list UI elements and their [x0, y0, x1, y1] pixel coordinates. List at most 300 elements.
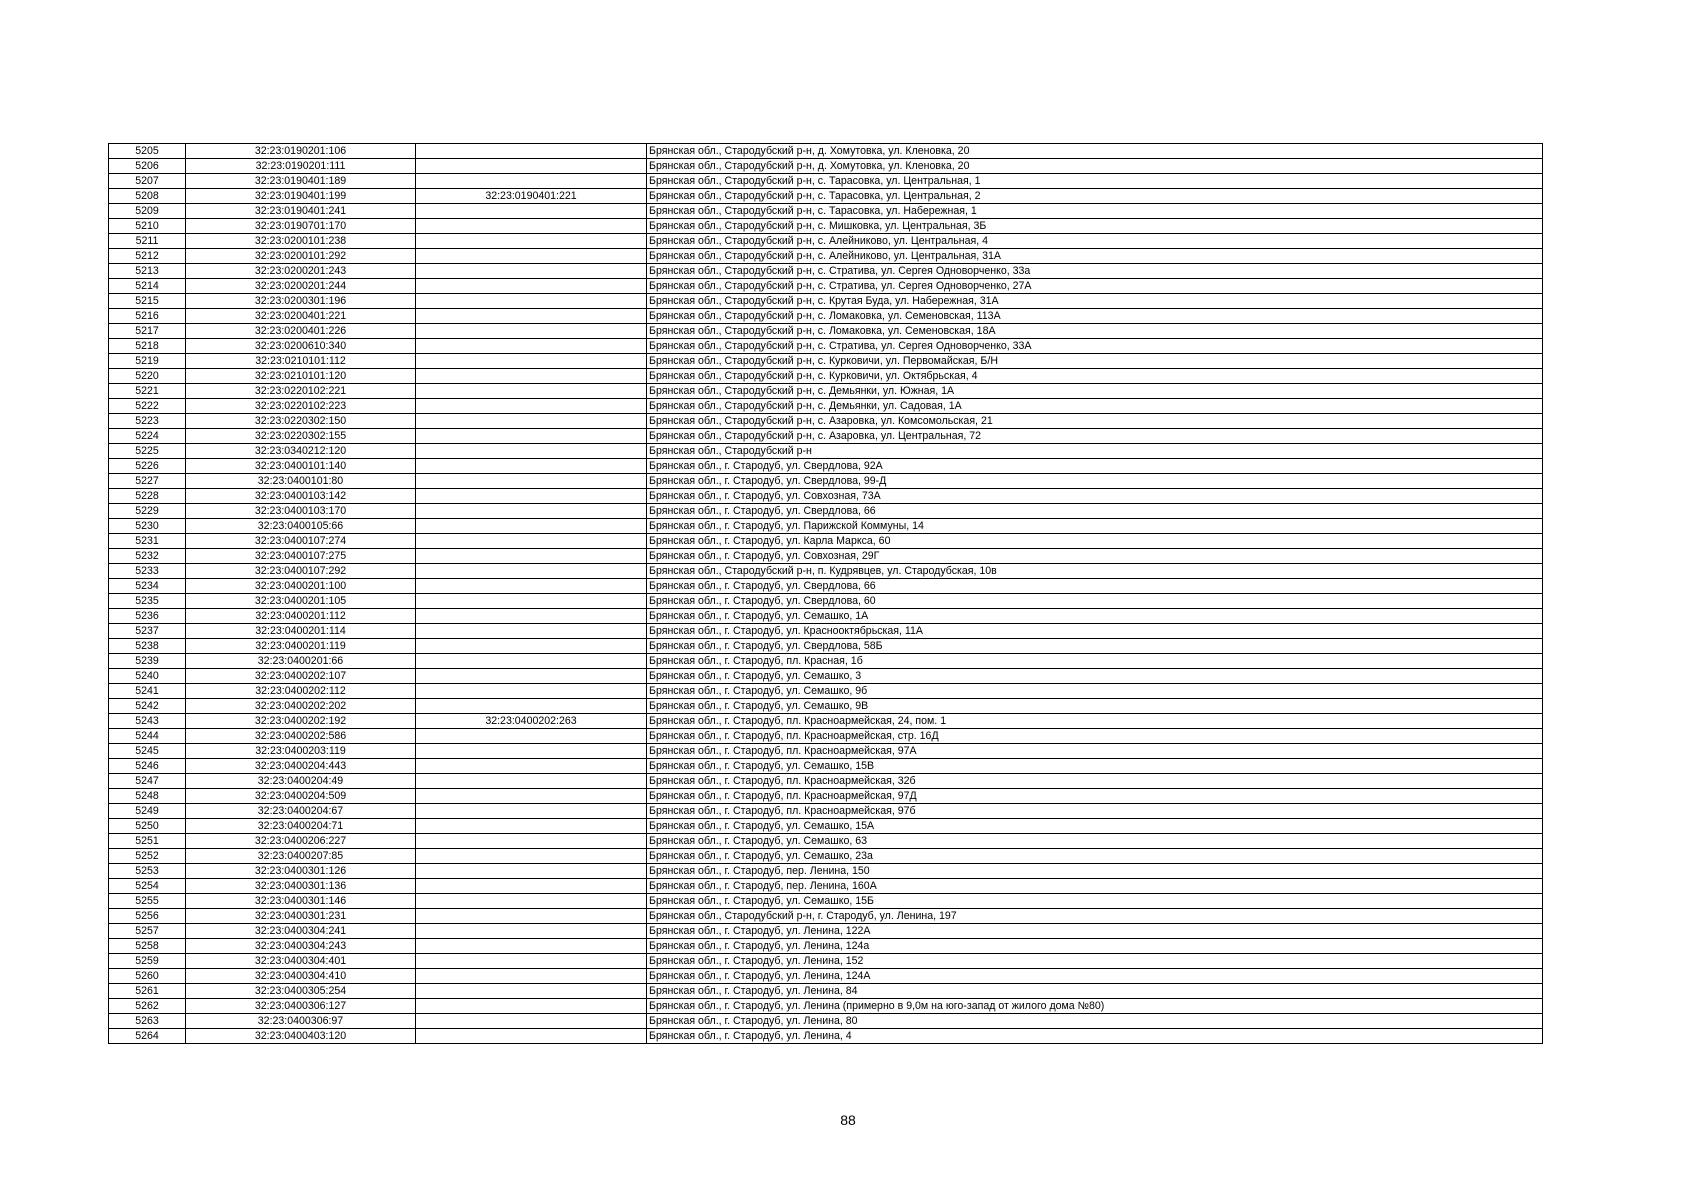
row-number-cell: 5246 [109, 759, 186, 774]
cadastral-number-cell: 32:23:0400304:410 [186, 969, 416, 984]
row-number-cell: 5264 [109, 1029, 186, 1044]
address-cell: Брянская обл., г. Стародуб, пл. Красная, 1б [647, 654, 1543, 669]
address-cell: Брянская обл., Стародубский р-н, с. Стратива, ул. Сергея Одноворченко, 33а [647, 264, 1543, 279]
address-cell: Брянская обл., Стародубский р-н, с. Алейниково, ул. Центральная, 4 [647, 234, 1543, 249]
address-cell: Брянская обл., г. Стародуб, ул. Семашко, 15А [647, 819, 1543, 834]
related-cadastral-number-cell [416, 579, 647, 594]
row-number-cell: 5247 [109, 774, 186, 789]
row-number-cell: 5214 [109, 279, 186, 294]
address-cell: Брянская обл., г. Стародуб, пл. Красноармейская, 32б [647, 774, 1543, 789]
table-row [109, 204, 1543, 219]
row-number-cell: 5236 [109, 609, 186, 624]
address-cell: Брянская обл., г. Стародуб, ул. Краснооктябрьская, 11А [647, 624, 1543, 639]
cadastral-number-cell: 32:23:0400202:586 [186, 729, 416, 744]
related-cadastral-number-cell [416, 309, 647, 324]
row-number-cell: 5224 [109, 429, 186, 444]
table-row [109, 624, 1543, 639]
table-row [109, 234, 1543, 249]
cadastral-number-cell: 32:23:0210101:120 [186, 369, 416, 384]
address-cell: Брянская обл., г. Стародуб, ул. Ленина, 124А [647, 969, 1543, 984]
related-cadastral-number-cell: 32:23:0190401:221 [416, 189, 647, 204]
cadastral-number-cell: 32:23:0400306:127 [186, 999, 416, 1014]
address-cell: Брянская обл., Стародубский р-н, с. Демьянки, ул. Южная, 1А [647, 384, 1543, 399]
address-cell: Брянская обл., г. Стародуб, ул. Ленина, 4 [647, 1029, 1543, 1044]
table-row [109, 864, 1543, 879]
row-number-cell: 5248 [109, 789, 186, 804]
cadastral-number-cell: 32:23:0190401:189 [186, 174, 416, 189]
row-number-cell: 5242 [109, 699, 186, 714]
address-cell: Брянская обл., Стародубский р-н, с. Мишковка, ул. Центральная, 3Б [647, 219, 1543, 234]
cadastral-number-cell: 32:23:0400206:227 [186, 834, 416, 849]
table-row [109, 834, 1543, 849]
related-cadastral-number-cell [416, 834, 647, 849]
related-cadastral-number-cell [416, 894, 647, 909]
table-row [109, 714, 1543, 729]
cadastral-number-cell: 32:23:0210101:112 [186, 354, 416, 369]
row-number-cell: 5263 [109, 1014, 186, 1029]
table-row [109, 189, 1543, 204]
table-row [109, 264, 1543, 279]
related-cadastral-number-cell [416, 444, 647, 459]
related-cadastral-number-cell [416, 999, 647, 1014]
table-row [109, 144, 1543, 159]
cadastral-number-cell: 32:23:0190401:199 [186, 189, 416, 204]
table-row [109, 759, 1543, 774]
row-number-cell: 5207 [109, 174, 186, 189]
cadastral-number-cell: 32:23:0200201:243 [186, 264, 416, 279]
address-cell: Брянская обл., г. Стародуб, ул. Семашко, 23а [647, 849, 1543, 864]
address-cell: Брянская обл., г. Стародуб, пл. Красноармейская, 24, пом. 1 [647, 714, 1543, 729]
address-cell: Брянская обл., г. Стародуб, ул. Парижской Коммуны, 14 [647, 519, 1543, 534]
table-row [109, 774, 1543, 789]
address-cell: Брянская обл., Стародубский р-н, с. Ломаковка, ул. Семеновская, 18А [647, 324, 1543, 339]
related-cadastral-number-cell [416, 534, 647, 549]
related-cadastral-number-cell [416, 684, 647, 699]
cadastral-number-cell: 32:23:0400204:71 [186, 819, 416, 834]
related-cadastral-number-cell [416, 354, 647, 369]
row-number-cell: 5260 [109, 969, 186, 984]
related-cadastral-number-cell [416, 234, 647, 249]
related-cadastral-number-cell [416, 159, 647, 174]
cadastral-number-cell: 32:23:0400301:146 [186, 894, 416, 909]
address-cell: Брянская обл., Стародубский р-н, с. Стратива, ул. Сергея Одноворченко, 33А [647, 339, 1543, 354]
row-number-cell: 5216 [109, 309, 186, 324]
row-number-cell: 5261 [109, 984, 186, 999]
related-cadastral-number-cell [416, 864, 647, 879]
address-cell: Брянская обл., Стародубский р-н, с. Ломаковка, ул. Семеновская, 113А [647, 309, 1543, 324]
cadastral-number-cell: 32:23:0220302:155 [186, 429, 416, 444]
address-cell: Брянская обл., г. Стародуб, ул. Ленина, 122А [647, 924, 1543, 939]
row-number-cell: 5227 [109, 474, 186, 489]
related-cadastral-number-cell [416, 459, 647, 474]
address-cell: Брянская обл., г. Стародуб, пл. Красноармейская, 97А [647, 744, 1543, 759]
row-number-cell: 5212 [109, 249, 186, 264]
address-cell: Брянская обл., Стародубский р-н, с. Курковичи, ул. Октябрьская, 4 [647, 369, 1543, 384]
address-cell: Брянская обл., г. Стародуб, пер. Ленина, 160А [647, 879, 1543, 894]
table-row [109, 1029, 1543, 1044]
cadastral-number-cell: 32:23:0400301:231 [186, 909, 416, 924]
related-cadastral-number-cell [416, 984, 647, 999]
row-number-cell: 5254 [109, 879, 186, 894]
cadastral-number-cell: 32:23:0400202:192 [186, 714, 416, 729]
cadastral-number-cell: 32:23:0400201:112 [186, 609, 416, 624]
row-number-cell: 5259 [109, 954, 186, 969]
row-number-cell: 5235 [109, 594, 186, 609]
related-cadastral-number-cell [416, 879, 647, 894]
cadastral-number-cell: 32:23:0400306:97 [186, 1014, 416, 1029]
row-number-cell: 5244 [109, 729, 186, 744]
cadastral-number-cell: 32:23:0220102:221 [186, 384, 416, 399]
cadastral-number-cell: 32:23:0400204:67 [186, 804, 416, 819]
row-number-cell: 5222 [109, 399, 186, 414]
row-number-cell: 5225 [109, 444, 186, 459]
table-row [109, 879, 1543, 894]
row-number-cell: 5205 [109, 144, 186, 159]
related-cadastral-number-cell [416, 264, 647, 279]
related-cadastral-number-cell [416, 699, 647, 714]
related-cadastral-number-cell [416, 339, 647, 354]
row-number-cell: 5211 [109, 234, 186, 249]
table-row [109, 159, 1543, 174]
row-number-cell: 5229 [109, 504, 186, 519]
cadastral-number-cell: 32:23:0400107:274 [186, 534, 416, 549]
row-number-cell: 5245 [109, 744, 186, 759]
related-cadastral-number-cell [416, 789, 647, 804]
related-cadastral-number-cell [416, 174, 647, 189]
related-cadastral-number-cell [416, 489, 647, 504]
cadastral-number-cell: 32:23:0200101:292 [186, 249, 416, 264]
address-cell: Брянская обл., г. Стародуб, ул. Семашко, 9б [647, 684, 1543, 699]
row-number-cell: 5206 [109, 159, 186, 174]
table-row [109, 594, 1543, 609]
address-cell: Брянская обл., г. Стародуб, ул. Свердлова, 66 [647, 579, 1543, 594]
related-cadastral-number-cell [416, 564, 647, 579]
row-number-cell: 5233 [109, 564, 186, 579]
row-number-cell: 5257 [109, 924, 186, 939]
cadastral-number-cell: 32:23:0400204:443 [186, 759, 416, 774]
address-cell: Брянская обл., г. Стародуб, пл. Красноармейская, стр. 16Д [647, 729, 1543, 744]
related-cadastral-number-cell [416, 249, 647, 264]
related-cadastral-number-cell [416, 399, 647, 414]
related-cadastral-number-cell [416, 324, 647, 339]
cadastral-number-cell: 32:23:0400304:241 [186, 924, 416, 939]
address-cell: Брянская обл., г. Стародуб, ул. Семашко, 63 [647, 834, 1543, 849]
row-number-cell: 5234 [109, 579, 186, 594]
table-row [109, 294, 1543, 309]
table-row [109, 249, 1543, 264]
cadastral-number-cell: 32:23:0400204:49 [186, 774, 416, 789]
cadastral-number-cell: 32:23:0400301:136 [186, 879, 416, 894]
row-number-cell: 5250 [109, 819, 186, 834]
table-row [109, 519, 1543, 534]
related-cadastral-number-cell [416, 969, 647, 984]
row-number-cell: 5238 [109, 639, 186, 654]
related-cadastral-number-cell [416, 1014, 647, 1029]
address-cell: Брянская обл., г. Стародуб, ул. Ленина, 80 [647, 1014, 1543, 1029]
row-number-cell: 5221 [109, 384, 186, 399]
table-row [109, 999, 1543, 1014]
cadastral-number-cell: 32:23:0190401:241 [186, 204, 416, 219]
address-cell: Брянская обл., Стародубский р-н, с. Тарасовка, ул. Центральная, 2 [647, 189, 1543, 204]
address-cell: Брянская обл., Стародубский р-н, г. Стародуб, ул. Ленина, 197 [647, 909, 1543, 924]
table-row [109, 219, 1543, 234]
related-cadastral-number-cell [416, 204, 647, 219]
row-number-cell: 5258 [109, 939, 186, 954]
row-number-cell: 5231 [109, 534, 186, 549]
table-row [109, 789, 1543, 804]
address-cell: Брянская обл., г. Стародуб, ул. Ленина (примерно в 9,0м на юго-запад от жилого дома №80) [647, 999, 1543, 1014]
table-row [109, 414, 1543, 429]
row-number-cell: 5239 [109, 654, 186, 669]
row-number-cell: 5255 [109, 894, 186, 909]
row-number-cell: 5228 [109, 489, 186, 504]
table-row [109, 549, 1543, 564]
related-cadastral-number-cell [416, 954, 647, 969]
address-cell: Брянская обл., г. Стародуб, ул. Свердлова, 99-Д [647, 474, 1543, 489]
address-cell: Брянская обл., Стародубский р-н, с. Стратива, ул. Сергея Одноворченко, 27А [647, 279, 1543, 294]
table-row [109, 729, 1543, 744]
cadastral-number-cell: 32:23:0340212:120 [186, 444, 416, 459]
cadastral-number-cell: 32:23:0190201:106 [186, 144, 416, 159]
cadastral-number-cell: 32:23:0200301:196 [186, 294, 416, 309]
related-cadastral-number-cell [416, 819, 647, 834]
cadastral-number-cell: 32:23:0200401:221 [186, 309, 416, 324]
related-cadastral-number-cell [416, 219, 647, 234]
table-row [109, 279, 1543, 294]
related-cadastral-number-cell [416, 474, 647, 489]
table-row [109, 399, 1543, 414]
row-number-cell: 5253 [109, 864, 186, 879]
related-cadastral-number-cell [416, 759, 647, 774]
cadastral-number-cell: 32:23:0400105:66 [186, 519, 416, 534]
cadastral-number-cell: 32:23:0400201:105 [186, 594, 416, 609]
cadastral-number-cell: 32:23:0400107:292 [186, 564, 416, 579]
address-cell: Брянская обл., г. Стародуб, ул. Семашко, 9В [647, 699, 1543, 714]
table-row [109, 609, 1543, 624]
related-cadastral-number-cell [416, 849, 647, 864]
row-number-cell: 5237 [109, 624, 186, 639]
related-cadastral-number-cell [416, 369, 647, 384]
address-cell: Брянская обл., г. Стародуб, ул. Свердлова, 60 [647, 594, 1543, 609]
address-cell: Брянская обл., г. Стародуб, ул. Свердлова, 58Б [647, 639, 1543, 654]
row-number-cell: 5220 [109, 369, 186, 384]
table-row [109, 174, 1543, 189]
address-cell: Брянская обл., г. Стародуб, пл. Красноармейская, 97Д [647, 789, 1543, 804]
address-cell: Брянская обл., г. Стародуб, ул. Совхозная, 29Г [647, 549, 1543, 564]
address-cell: Брянская обл., Стародубский р-н, д. Хомутовка, ул. Кленовка, 20 [647, 144, 1543, 159]
related-cadastral-number-cell [416, 294, 647, 309]
address-cell: Брянская обл., г. Стародуб, ул. Ленина, 152 [647, 954, 1543, 969]
related-cadastral-number-cell [416, 744, 647, 759]
related-cadastral-number-cell [416, 519, 647, 534]
row-number-cell: 5240 [109, 669, 186, 684]
table-row [109, 684, 1543, 699]
table-row [109, 924, 1543, 939]
address-cell: Брянская обл., Стародубский р-н, п. Кудрявцев, ул. Стародубская, 10в [647, 564, 1543, 579]
cadastral-number-cell: 32:23:0200101:238 [186, 234, 416, 249]
cadastral-number-cell: 32:23:0400101:80 [186, 474, 416, 489]
cadastral-number-cell: 32:23:0400103:142 [186, 489, 416, 504]
cadastral-number-cell: 32:23:0400403:120 [186, 1029, 416, 1044]
cadastral-number-cell: 32:23:0400202:202 [186, 699, 416, 714]
table-row [109, 489, 1543, 504]
cadastral-number-cell: 32:23:0400202:107 [186, 669, 416, 684]
related-cadastral-number-cell [416, 639, 647, 654]
table-row [109, 339, 1543, 354]
cadastral-number-cell: 32:23:0400203:119 [186, 744, 416, 759]
address-cell: Брянская обл., Стародубский р-н, с. Алейниково, ул. Центральная, 31А [647, 249, 1543, 264]
related-cadastral-number-cell [416, 144, 647, 159]
related-cadastral-number-cell [416, 804, 647, 819]
row-number-cell: 5209 [109, 204, 186, 219]
table-row [109, 849, 1543, 864]
row-number-cell: 5252 [109, 849, 186, 864]
row-number-cell: 5210 [109, 219, 186, 234]
address-cell: Брянская обл., г. Стародуб, ул. Семашко, 1А [647, 609, 1543, 624]
related-cadastral-number-cell [416, 624, 647, 639]
related-cadastral-number-cell [416, 729, 647, 744]
table-row [109, 984, 1543, 999]
address-cell: Брянская обл., г. Стародуб, ул. Ленина, 124а [647, 939, 1543, 954]
related-cadastral-number-cell [416, 414, 647, 429]
related-cadastral-number-cell [416, 549, 647, 564]
table-row [109, 699, 1543, 714]
address-cell: Брянская обл., г. Стародуб, ул. Свердлова, 92А [647, 459, 1543, 474]
cadastral-number-cell: 32:23:0200201:244 [186, 279, 416, 294]
address-cell: Брянская обл., Стародубский р-н, с. Демьянки, ул. Садовая, 1А [647, 399, 1543, 414]
row-number-cell: 5223 [109, 414, 186, 429]
table-row [109, 504, 1543, 519]
cadastral-number-cell: 32:23:0190701:170 [186, 219, 416, 234]
row-number-cell: 5251 [109, 834, 186, 849]
table-row [109, 309, 1543, 324]
related-cadastral-number-cell [416, 939, 647, 954]
row-number-cell: 5219 [109, 354, 186, 369]
row-number-cell: 5217 [109, 324, 186, 339]
cadastral-number-cell: 32:23:0400101:140 [186, 459, 416, 474]
row-number-cell: 5256 [109, 909, 186, 924]
related-cadastral-number-cell [416, 609, 647, 624]
row-number-cell: 5243 [109, 714, 186, 729]
cadastral-number-cell: 32:23:0400201:66 [186, 654, 416, 669]
table-row [109, 369, 1543, 384]
address-cell: Брянская обл., г. Стародуб, ул. Семашко, 3 [647, 669, 1543, 684]
table-row [109, 534, 1543, 549]
table-row [109, 444, 1543, 459]
table-row [109, 819, 1543, 834]
cadastral-number-cell: 32:23:0400107:275 [186, 549, 416, 564]
table-row [109, 894, 1543, 909]
related-cadastral-number-cell [416, 594, 647, 609]
table-row [109, 669, 1543, 684]
address-cell: Брянская обл., Стародубский р-н, с. Азаровка, ул. Комсомольская, 21 [647, 414, 1543, 429]
address-cell: Брянская обл., г. Стародуб, ул. Карла Маркса, 60 [647, 534, 1543, 549]
cadastral-number-cell: 32:23:0200401:226 [186, 324, 416, 339]
table-row [109, 564, 1543, 579]
address-cell: Брянская обл., г. Стародуб, ул. Свердлова, 66 [647, 504, 1543, 519]
related-cadastral-number-cell: 32:23:0400202:263 [416, 714, 647, 729]
table-row [109, 969, 1543, 984]
registry-table [108, 143, 1543, 1044]
table-row [109, 954, 1543, 969]
address-cell: Брянская обл., Стародубский р-н, с. Азаровка, ул. Центральная, 72 [647, 429, 1543, 444]
address-cell: Брянская обл., Стародубский р-н [647, 444, 1543, 459]
table-row [109, 654, 1543, 669]
row-number-cell: 5262 [109, 999, 186, 1014]
address-cell: Брянская обл., г. Стародуб, ул. Семашко, 15В [647, 759, 1543, 774]
table-row [109, 909, 1543, 924]
related-cadastral-number-cell [416, 909, 647, 924]
related-cadastral-number-cell [416, 1029, 647, 1044]
address-cell: Брянская обл., Стародубский р-н, с. Тарасовка, ул. Набережная, 1 [647, 204, 1543, 219]
row-number-cell: 5215 [109, 294, 186, 309]
address-cell: Брянская обл., г. Стародуб, ул. Семашко, 15Б [647, 894, 1543, 909]
address-cell: Брянская обл., г. Стародуб, пл. Красноармейская, 97б [647, 804, 1543, 819]
table-row [109, 324, 1543, 339]
cadastral-number-cell: 32:23:0400201:114 [186, 624, 416, 639]
related-cadastral-number-cell [416, 279, 647, 294]
related-cadastral-number-cell [416, 669, 647, 684]
address-cell: Брянская обл., Стародубский р-н, с. Курковичи, ул. Первомайская, Б/Н [647, 354, 1543, 369]
table-row [109, 429, 1543, 444]
cadastral-number-cell: 32:23:0400207:85 [186, 849, 416, 864]
cadastral-number-cell: 32:23:0400304:401 [186, 954, 416, 969]
row-number-cell: 5241 [109, 684, 186, 699]
related-cadastral-number-cell [416, 774, 647, 789]
cadastral-number-cell: 32:23:0400202:112 [186, 684, 416, 699]
address-cell: Брянская обл., Стародубский р-н, д. Хомутовка, ул. Кленовка, 20 [647, 159, 1543, 174]
table-row [109, 354, 1543, 369]
cadastral-number-cell: 32:23:0400103:170 [186, 504, 416, 519]
table-row [109, 639, 1543, 654]
row-number-cell: 5218 [109, 339, 186, 354]
table-row [109, 939, 1543, 954]
related-cadastral-number-cell [416, 924, 647, 939]
table-row [109, 474, 1543, 489]
cadastral-number-cell: 32:23:0400301:126 [186, 864, 416, 879]
cadastral-number-cell: 32:23:0400201:119 [186, 639, 416, 654]
row-number-cell: 5208 [109, 189, 186, 204]
row-number-cell: 5213 [109, 264, 186, 279]
address-cell: Брянская обл., г. Стародуб, ул. Ленина, 84 [647, 984, 1543, 999]
registry-table-body [109, 144, 1543, 1044]
table-row [109, 579, 1543, 594]
related-cadastral-number-cell [416, 429, 647, 444]
address-cell: Брянская обл., г. Стародуб, пер. Ленина, 150 [647, 864, 1543, 879]
cadastral-number-cell: 32:23:0190201:111 [186, 159, 416, 174]
related-cadastral-number-cell [416, 654, 647, 669]
cadastral-number-cell: 32:23:0200610:340 [186, 339, 416, 354]
related-cadastral-number-cell [416, 504, 647, 519]
address-cell: Брянская обл., Стародубский р-н, с. Крутая Буда, ул. Набережная, 31А [647, 294, 1543, 309]
table-row [109, 1014, 1543, 1029]
table-row [109, 744, 1543, 759]
cadastral-number-cell: 32:23:0400201:100 [186, 579, 416, 594]
row-number-cell: 5230 [109, 519, 186, 534]
table-row [109, 459, 1543, 474]
row-number-cell: 5249 [109, 804, 186, 819]
row-number-cell: 5226 [109, 459, 186, 474]
cadastral-number-cell: 32:23:0400305:254 [186, 984, 416, 999]
address-cell: Брянская обл., Стародубский р-н, с. Тарасовка, ул. Центральная, 1 [647, 174, 1543, 189]
cadastral-number-cell: 32:23:0400304:243 [186, 939, 416, 954]
address-cell: Брянская обл., г. Стародуб, ул. Совхозная, 73А [647, 489, 1543, 504]
cadastral-number-cell: 32:23:0400204:509 [186, 789, 416, 804]
related-cadastral-number-cell [416, 384, 647, 399]
page-number: 88 [840, 1112, 856, 1128]
cadastral-number-cell: 32:23:0220102:223 [186, 399, 416, 414]
table-row [109, 384, 1543, 399]
